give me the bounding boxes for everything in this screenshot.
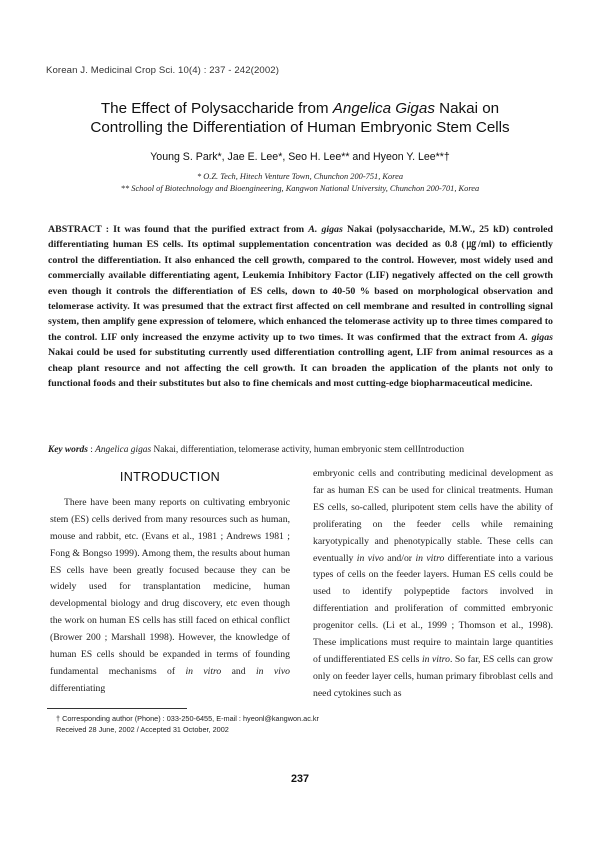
intro-right-column [313, 466, 553, 703]
paper-title [40, 99, 560, 137]
intro-paragraph: There have been many reports on cultivating embryonic stem (ES) cells derived from many resources such as human, mouse and rabbit, etc. (Evans et al., 1981 ; Andrews 1981 ; Fong & Bongso 1999). Among them, the results about human ES cells have been greatly focused because they can be widely used for transplantation medicine, human developmental biology and drug discovery, etc even though the work on human ES cells has still faced on ethical conflict (Brower 200 ; Marshall 1998). However, the knowledge of human ES cells should be expanded in terms of founding fundamental mechanisms of in vitro and in vivo differentiating [50, 496, 290, 694]
journal-citation: Korean J. Medicinal Crop Sci. 10(4) : 237 - 242(2002) [46, 65, 280, 76]
keywords-label: Key words [48, 445, 88, 455]
intro-paragraph-continued: embryonic cells and contributing medicinal development as far as human ES can be used for clinical treatments. Human ES cells, so-called, pluripotent stem cells have the ability of proliferating on the feeder cells while remaining karyotypically and phenotypically stable. These cells can eventually in vivo and/or in vitro differentiate into a various types of cells on the feeder layers. Human ES cells could be used to identify polypeptide factors involved in differentiation and proliferation of committed embryonic progenitor cells. (Li et al., 1999 ; Thomson et al., 1998). These implications must require to maintain large quantities of undifferentiated ES cells in vitro. So far, ES cells can grow only on feeder layer cells, human primary fibroblast cells and need cytokines such as [313, 468, 554, 699]
received-accepted-dates: Received 28 June, 2002 / Accepted 31 October, 2002 [56, 725, 229, 734]
footnote [56, 713, 319, 735]
abstract: ABSTRACT : It was found that the purified extract from A. gigas Nakai (polysaccharide, M.W., 25 kD) controled differentiating human ES cells. Its optimal supplementation concentration was decided as 0.8 (㎍/ml) to efficiently control the differentiation. It also enhanced the cell growth, compared to the control. However, most widely used and commercially available differentiating agent, Leukemia Inhibitory Factor (LIF) negatively affected on the cell growth even though it controls the differentiation of ES cells, down to 40-50 % based on morphological observation and telomerase activity. It was presumed that the extract first affected on cell membrane and resulted in controlling signal system, then amplify gene expression of telomere, which enhanced the telomerase activity up to three times compared to the control. LIF only increased the enzyme activity up to two times. It was confirmed that the extract from A. gigas Nakai could be used for substituting currently used differentiation controlling agent, LIF from animal resources as a cheap plant resource and not affecting the cell growth. It can broaden the application of the plants not only to functional foods and their substitutes but also to fine chemicals and most cutting-edge biopharmaceutical medicine. [48, 224, 553, 390]
title-species: Angelica Gigas [332, 100, 435, 117]
page-number: 237 [290, 773, 309, 785]
affiliation-1: * O.Z. Tech, Hitech Venture Town, Chunchon 200-751, Korea [196, 172, 404, 181]
abstract-label: ABSTRACT : [48, 224, 110, 235]
section-heading: INTRODUCTION [119, 470, 221, 484]
affiliation-2: ** School of Biotechnology and Bioengineering, Kangwon National University, Chunchon 200-701, Korea [120, 184, 480, 193]
author-list: Young S. Park*, Jae E. Lee*, Seo H. Lee** and Hyeon Y. Lee**† [150, 151, 450, 163]
keywords: Key words : Angelica gigas Nakai, differentiation, telomerase activity, human embryonic stem cellIntroduction [48, 445, 465, 455]
title-line-2: Controlling the Differentiation of Human Embryonic Stem Cells [90, 119, 510, 136]
intro-left-column [50, 466, 290, 698]
title-line-1: The Effect of Polysaccharide from Angelica Gigas Nakai on [100, 100, 500, 117]
corresponding-author-note: † Corresponding author (Phone) : 033-250-6455, E-mail : hyeonl@kangwon.ac.kr [56, 714, 319, 723]
footnote-rule [47, 708, 187, 709]
